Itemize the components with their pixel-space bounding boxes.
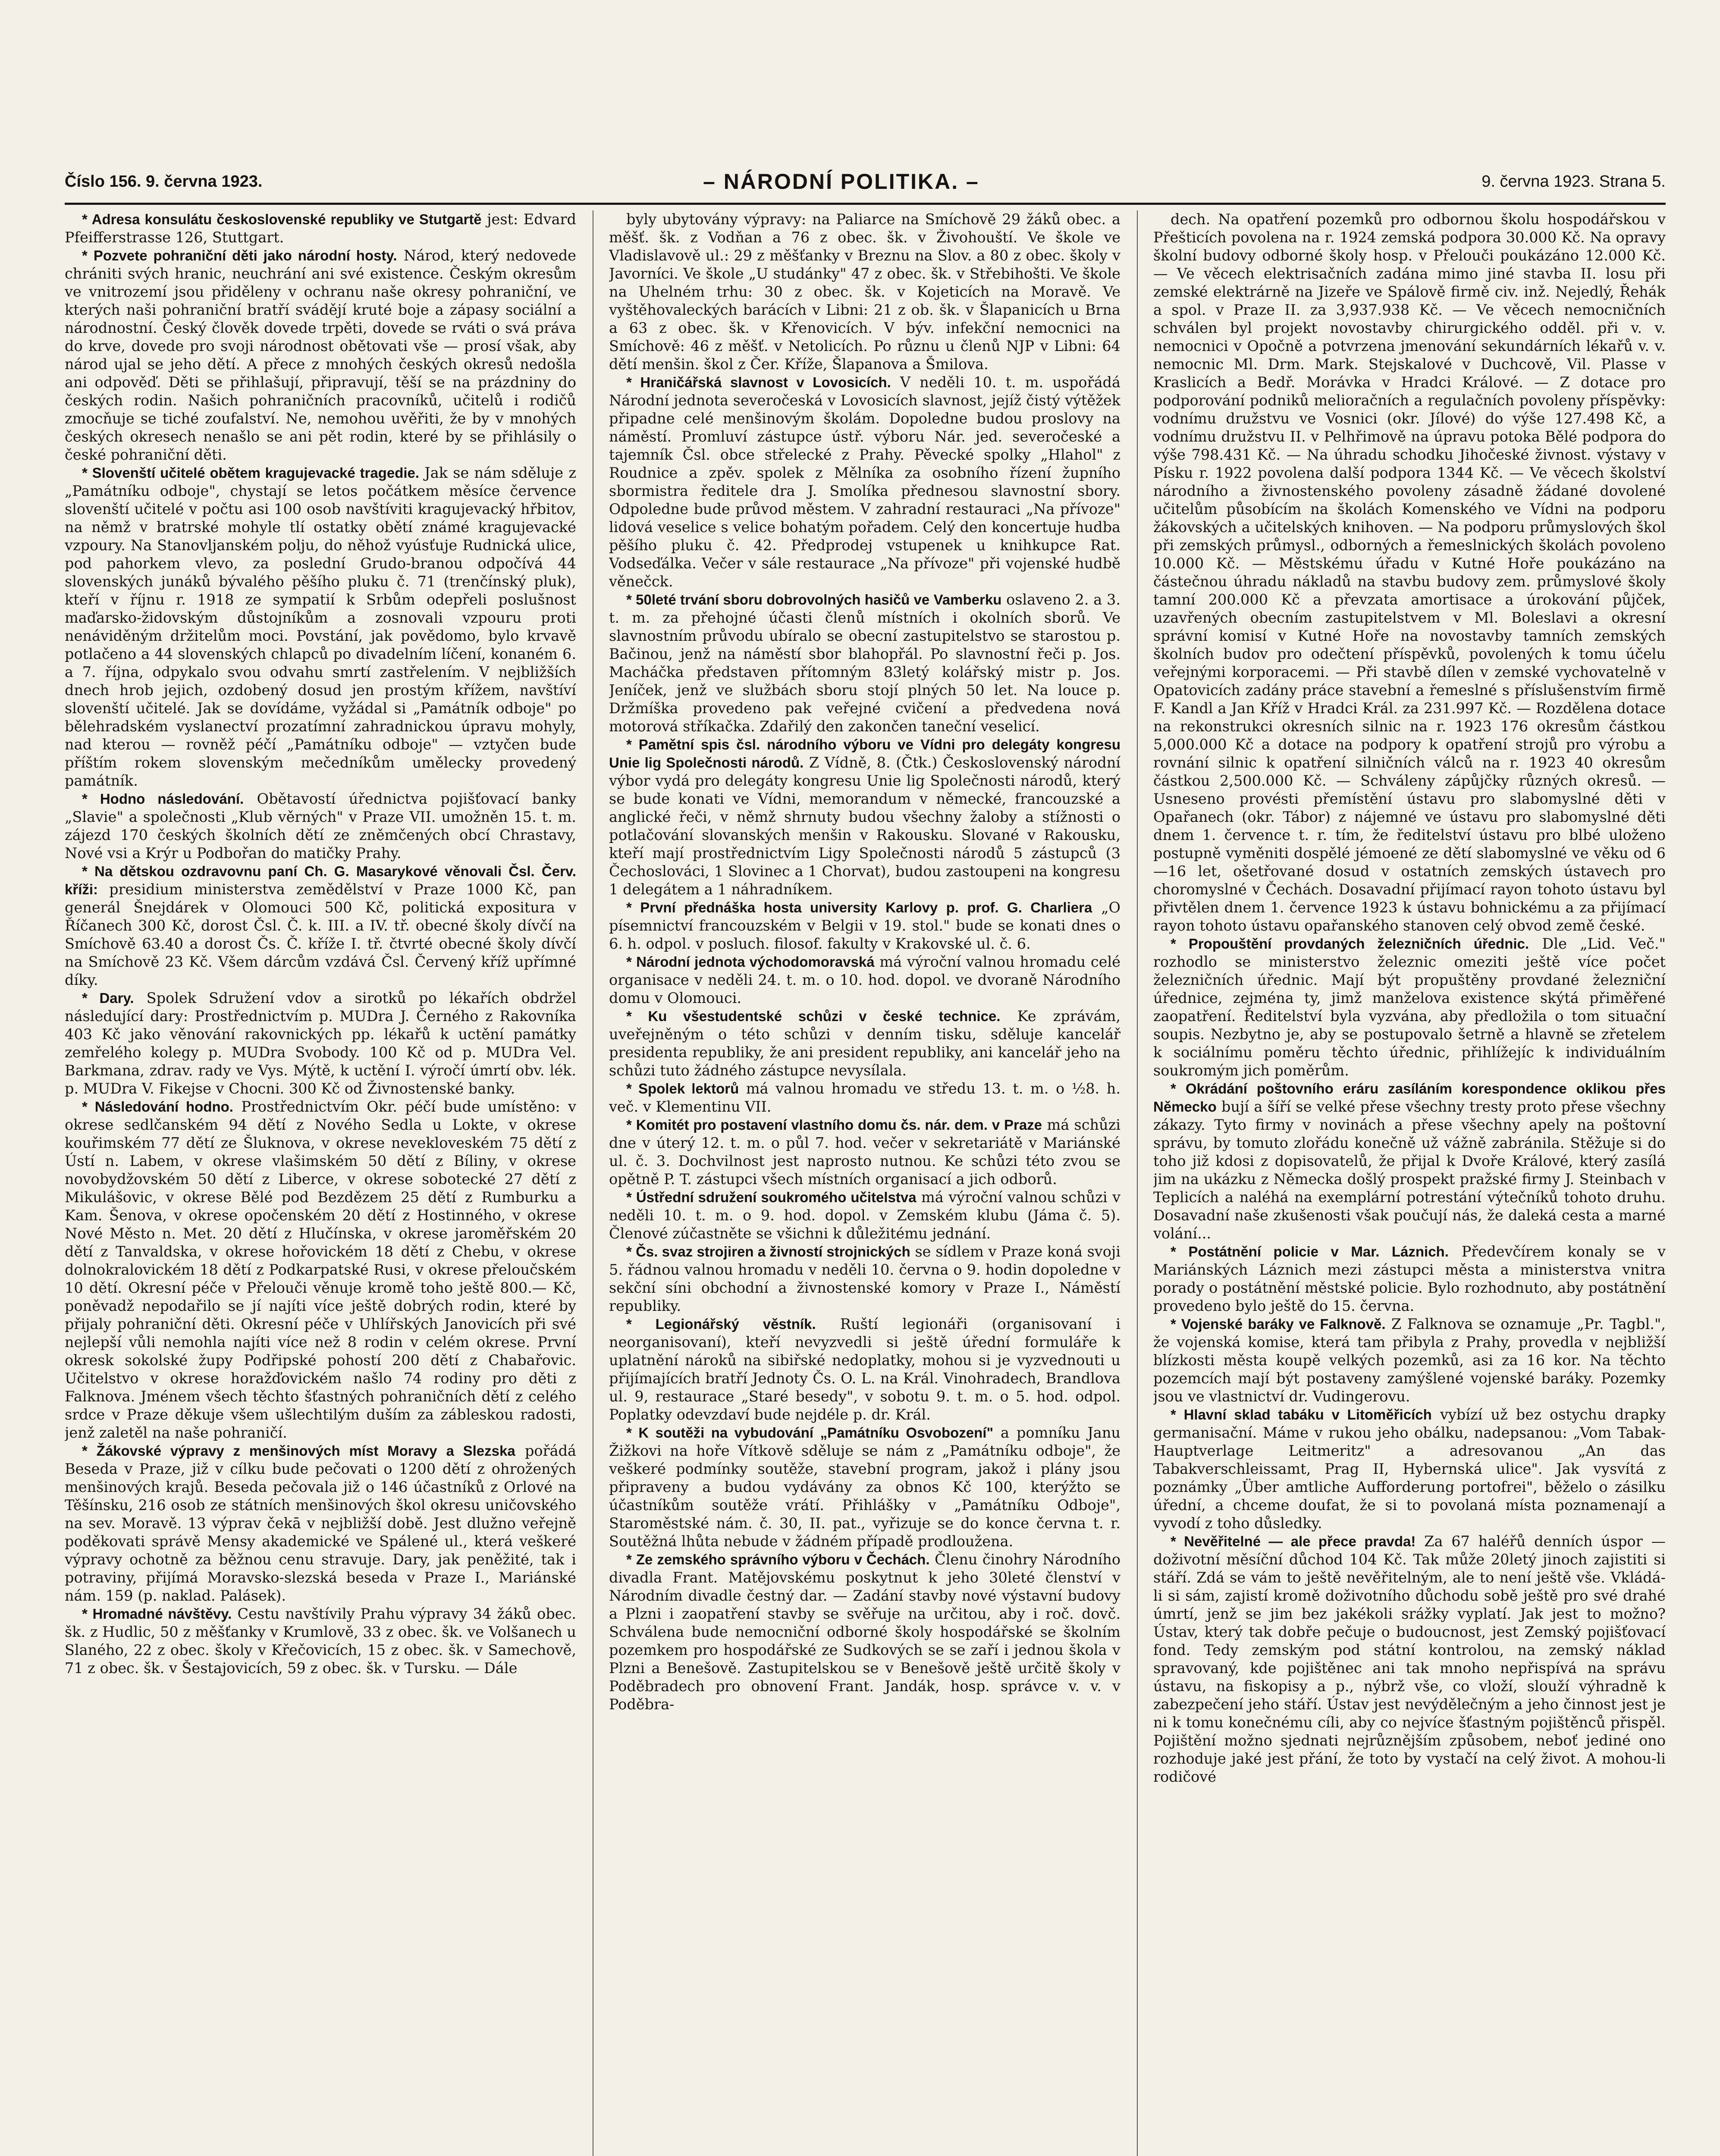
article-text: Předevčírem konaly se v Mariánských Láznich mezi zástupci města a ministerstva vnitra porady o postátnění městské policie. Bylo rozhodnuto, aby postátnění provedeno bylo ještě do 15. června. xyxy=(1153,1243,1666,1314)
article-paragraph xyxy=(65,1098,576,1442)
header-rule xyxy=(65,203,1666,205)
article-paragraph xyxy=(1153,1406,1666,1532)
article-paragraph xyxy=(1153,1243,1666,1315)
masthead-title: – NÁRODNÍ POLITIKA. – xyxy=(703,169,979,194)
article-text: Prostřednictvím Okr. péčí bude umístěno: v okrese sedlčanském 94 dětí z Nového Sedla u Lokte, v okrese kouřimském 77 dětí ze Šluknova, v okrese nevekloveském 75 dětí z Ústí n. Labem, v okrese vlašimském 50 dětí z Bíliny, v okrese novobydžovském 50 dětí z Liberce, v okrese sobotecké 27 dětí z Mikulášovic, v okrese Bělé pod Bezdězem 25 dětí z Rumburku a Kam. Šenova, v okrese opočenském 20 dětí z Hostinného, v okrese Nové Město n. Met. 20 dětí z Hlučínska, v okrese jaroměřském 20 dětí z Tanvaldska, v okrese hořovickém 18 dětí z Chebu, v okrese dolnokralovickém 18 dětí z Podkarpatské Rusi, v okrese přeloučském 10 dětí. Okresní péče v Přelouči věnuje kromě toho ještě 800.— Kč, poněvadž nepodařilo se jí najíti více ještě dobrých rodin, které by přijaly pohraniční děti. Okresní péče v Uhlířských Janovicích při své nejlepší vůli nemohla najíti více než 8 rodin v celém okrese. První okresk sokolské župy Podřipské pohostí 200 dětí z Chabařovic. Učitelstvo v okrese horažďovickém našlo 74 rodiny pro děti z Falknova. Jménem všech těchto šťastných pohraničních dětí z celého srdce v Praze děkuje všem ušlechtilým duším za zábleskou radosti, jenž zaletěl na naše pohraničí. xyxy=(65,1098,576,1441)
article-heading: * Dary. xyxy=(82,990,134,1006)
article-text: a pomníku Janu Žižkovi na hoře Vítkově sděluje se nám z „Památníku odboje", že veškeré podmínky soutěže, stavební program, jakož i plány jsou připraveny a budou vydávány za obnos Kč 100, kterýžto se účastníkům soutěže vrátí. Přihlášky v „Památníku Odboje", Staroměstské nám. č. 30, II. pat., vyřizuje se do konce června t. r. Soutěžná lhůta nebude v žádném případě prodloužena. xyxy=(609,1424,1121,1550)
article-text: jest: Edvard Pfeifferstrasse 126, Stuttgart. xyxy=(65,211,576,246)
article-heading: * Čs. svaz strojiren a živností strojnických xyxy=(626,1244,910,1260)
article-heading: * První přednáška hosta university Karlovy p. prof. G. Charliera xyxy=(626,899,1092,915)
article-heading: * Nevěřitelné — ale přece pravda! xyxy=(1171,1533,1416,1549)
article-text: Obětavostí úřednictva pojišťovací banky „Slavie" a společnosti „Klub věrných" v Praze VII. umožněn 15. t. m. zájezd 170 českých školních dětí ze zněmčených obcí Chrastavy, Nové vsi a Krýr u Podbořan do matičky Prahy. xyxy=(65,790,576,862)
article-heading: * Pozvete pohraniční děti jako národní hosty. xyxy=(82,248,397,263)
column-1 xyxy=(65,210,576,2156)
article-text: se sídlem v Praze koná svoji 5. řádnou valnou hromadu v neděli 10. června o 9. hodin dopoledne v sekční síni obchodní a živnostenské komory v Praze I., Náměstí republiky. xyxy=(609,1243,1121,1314)
article-heading: * Ze zemského správního výboru v Čechách. xyxy=(626,1551,930,1567)
article-heading: * Následování hodno. xyxy=(82,1099,233,1115)
article-text: dech. Na opatření pozemků pro odbornou školu hospodářskou v Přešticích povolena na r. 1924 zemská podpora 30.000 Kč. Na opravy školní budovy odborné školy hosp. v Přelouči poukázáno 12.000 Kč. — Ve věcech elektrisačních zadána mimo jiné stavba II. losu při zemské elektrárně na Jizeře ve Spálově firmě civ. inž. Nejedlý, Řehák a spol. v Praze II. za 3,937.938 Kč. — Ve věcech nemocničních schválen byl projekt novostavby chirurgického odděl. při v. v. nemocnici v Opočně a potvrzena jmenování sekundárních lékařů v. v. nemocnic Ml. Drm. Mark. Stejskalové v Duchcově, Vil. Plasse v Kraslicích a Bedř. Morávka v Hradci Králové. — Z dotace pro podporování podniků melioračních a regulačních povoleny příspěvky: vodnímu družstvu ve Vosnici (okr. Jílové) do výše 127.498 Kč, a vodnímu družstvu II. v Pelhřimově na úpravu potoka Bělé podpora do výše 798.431 Kč. — Na úhradu schodku Jihočeské živnost. výstavy v Písku r. 1922 povolena další podpora 1344 Kč. — Ve věcech školství národního a živnostenského povoleny zásadně žádané dovolené učitelům působícím na školách Komenského ve Vídni na podporu žákovských a učitelských knihoven. — Na podporu průmyslových škol při zemských průmysl., odborných a řemeslnických školách povoleno 10.000 Kč. — Městskému úřadu v Kutné Hoře poukázáno na částečnou úhradu nákladů na stavbu budovy zem. průmyslové školy tamní 200.000 Kč a převzata amortisace a úrokování půjček, uzavřených obecním zastupitelstvem v Ml. Boleslavi a okresní správní komisí v Kutné Hoře na novostavby tamních zemských školních budov pro odečtení příspěvků, povolených k tomu účelu veřejnými korporacemi. — Při stavbě dílen v zemské vychovatelně v Opatovicích zadány práce stavební a řemeslné s příslušenstvím firmě F. Kandl a Jan Kříž v Hradci Král. za 231.997 Kč. — Rozdělena dotace na rekonstrukci okresních silnic na r. 1923 176 okresům částkou 5,000.000 Kč a dotace na podpory k opatření strojů pro výrobu a rovnání silnic k opatření silničních válců na r. 1923 40 okresům částkou 2,500.000 Kč. — Schváleny zápůjčky různých okresů. — Usneseno provésti přemístění ústavu pro slabomyslné děti v Opařanech (okr. Tábor) z nájemné ve ústavu pro slabomyslné děti dnem 1. července t. r. tím, že ředitelství ústavu pro blbé uloženo postupně vyměniti dospělé jémoené ze dětí slabomyslné ve věku od 6—16 let, ošetřované dosud v ostatních zemských ústavech pro choromyslné v Čechách. Dosavadní přijímací rayon tohoto ústavu byl přivtělen dnem 1. července 1923 k ústavu bohnickému a za přijímací rayon tohoto ústavu opařanského stanoven celý obvod země české. xyxy=(1153,211,1666,934)
article-paragraph xyxy=(1153,1532,1666,1786)
article-heading: * Vojenské baráky ve Falknově. xyxy=(1171,1316,1386,1332)
article-heading: * Hraničářská slavnost v Lovosicích. xyxy=(626,374,891,390)
article-paragraph xyxy=(1153,1080,1666,1243)
article-text: Jak se nám sděluje z „Památníku odboje", chystají se letos počátkem měsíce července slovenští učitelé v počtu asi 100 osob navštíviti kragujevacký hřbitov, na němž v bratrské mohyle tlí ostatky obětí známé kragujevacké vzpoury. Na Stanovljanském polju, do něhož vyúsťuje Rudnická ulice, pod pahorkem vlevo, za poslední Grudo-branou odpočívá 44 slovenských junáků bývalého pěšího pluku č. 71 (trenčínský pluk), kteří v říjnu r. 1918 ze sympatií k Srbům odepřeli poslušnost maďarsko-židovským důstojníkům a zosnovali vzpouru proti nenáviděným držitelům moci. Povstání, jak povědomo, bylo krvavě potlačeno a 44 slovenských chlapců po divadelním líčení, konaném 6. a 7. října, odpykalo svou odvahu smrtí zastřelením. V nejbližších dnech hrob jejich, ozdobený dosud jen prostým křížem, navštíví slovenští učitelé. Jak se dovídáme, vyžádal si „Památník odboje" po bělehradském vyslanectví prozatímní zahradnickou úpravu mohyly, nad kterou — rovněž péčí „Památníku odboje" — vztyčen bude příštím rokem slovenským mečedníkům umělecky provedený památník. xyxy=(65,464,576,789)
article-text: Cestu navštívily Prahu výpravy 34 žáků obec. šk. z Hudlic, 50 z měšťanky v Krumlově, 33 z obec. šk. ve Volšanech u Slaného, 22 z obec. školy v Křečovicích, 15 z obec. šk. v Samechově, 71 z obec. šk. v Šestajovicích, 59 z obec. šk. v Tursku. — Dále xyxy=(65,1605,576,1677)
article-text: má výroční valnou hromadu celé organisace v neděli 24. t. m. o 10. hod. dopol. ve dvoraně Národního domu v Olomouci. xyxy=(609,953,1121,1006)
article-paragraph xyxy=(65,247,576,464)
article-text: pořádá Beseda v Praze, již v cílku bude pečovati o 1200 dětí z ohrožených menšinových krajů. Beseda pečovala již o 146 účastníků z Orlové na Těšínsku, 216 osob ze státních menšinových škol okresu uničovského na sev. Moravě. 13 výprav čekā v nejbližší době. Jest dlužno veřejně poděkovati správě Mensy akademické ve Spálené ul., která veškeré výpravy ochotně za běžnou cenu stravuje. Dary, jak peněžité, tak i potraviny, přijímá Moravsko-slezská beseda v Praze I., Mariánské nám. 159 (p. naklad. Palásek). xyxy=(65,1442,576,1604)
article-heading: * Propouštění provdaných železničních úřednic. xyxy=(1171,936,1529,952)
article-heading: * Spolek lektorů xyxy=(626,1081,739,1097)
article-text: má výroční valnou schůzi v neděli 10. t. m. o 9. hod. dopol. v Zemském klubu (Jáma č. 5). Členové zúčastněte se všichni k důležitému jednání. xyxy=(609,1189,1121,1242)
article-paragraph xyxy=(609,953,1121,1007)
page-header xyxy=(65,169,1666,198)
article-paragraph xyxy=(1153,935,1666,1080)
article-text: Národ, který nedovede chrániti svých hranic, neuchrání ani své existence. Českým okresům ve vnitrozemí jsou přiděleny v ochranu naše okresy pohraniční, ve kterých naši pohraniční bratří svádějí kruté boje a zápasy sociální a národnostní. Český člověk dovede trpěti, dovede se rváti o svá práva do krve, dovede pro svoji národnost obětovati vše — prosí však, aby národ ujal se jeho dětí. A přece z mnohých českých okresů nedošla ani odpověď. Děti se přihlašují, připravují, těší se na prázdniny do českých rodin. Našich pohraničních pracovníků, učitelů i rodičů zmocňuje se tiché zoufalství. Ne, nemohou uvěřiti, že by v mnohých českých okresech nenašlo se ani pět rodin, které by se přihlásily o české pohraniční děti. xyxy=(65,247,576,463)
article-paragraph xyxy=(65,790,576,862)
article-paragraph xyxy=(1153,210,1666,935)
article-heading: * Hodno následování. xyxy=(82,791,244,807)
column-3 xyxy=(1153,210,1666,2156)
article-paragraph xyxy=(609,373,1121,591)
article-paragraph xyxy=(65,862,576,989)
column-2 xyxy=(609,210,1121,2156)
article-heading: * Hromadné návštěvy. xyxy=(82,1606,232,1622)
article-paragraph xyxy=(609,1007,1121,1080)
article-paragraph xyxy=(609,210,1121,373)
article-text: Členu činohry Národního divadla Frant. Matějovskému poskytnut k jeho 30leté členství v Národním divadle čestný dar. — Zadání stavby nové výstavní budovy a Plzni i zaopatření stavby se svěřuje na určitou, aby i roč. dovč. Schválena bude nemocniční odborné školy hospodářské se školním pozemkem pro hospodářské ze Sudkových se se zaří i jednou škola v Plzni a Benešově. Zastupitelskou se v Benešově ještě určitě školy v Poděbradech pro obnovení Frant. Jandák, hosp. správce v. v. v Poděbra- xyxy=(609,1551,1121,1713)
article-heading: * 50leté trvání sboru dobrovolných hasičů ve Vamberku xyxy=(626,592,1001,608)
article-paragraph xyxy=(609,1551,1121,1714)
article-paragraph xyxy=(609,1315,1121,1424)
article-text: Z Vídně, 8. (Čtk.) Československý národní výbor vydá pro delegáty kongresu Unie lig Společnosti národů, který se bude konati ve Vídni, memorandum v německé, francouzské a anglické řeči, v němž shrnuty budou všechny žaloby a stížnosti o potlačování slovanských menšin v Rakousku. Slované v Rakousku, kteří mají prostřednictvím Ligy Společnosti národů 5 zástupců (3 Čechoslováci, 1 Slovinec a 1 Chorvat), budou zastoupeni na kongresu 1 delegátem a 1 náhradníkem. xyxy=(609,754,1121,898)
article-heading: * Na dětskou ozdravovnu paní Ch. G. Masarykové věnovali Čsl. Červ. kříži: xyxy=(65,863,576,897)
page-number-date: 9. června 1923. Strana 5. xyxy=(1481,172,1666,191)
article-paragraph xyxy=(65,1442,576,1605)
article-heading: * Ku všestudentské schůzi v české technice. xyxy=(626,1008,1001,1024)
article-heading: * Národní jednota východomoravská xyxy=(626,954,875,970)
article-text: vybízí už bez ostychu drapky germanisační. Máme v rukou jeho obálku, nadepsanou: „Vom Tabak-Hauptverlage Leitmeritz" a adresovanou „An das Tabakverschleissamt, Prag II, Hybernská ulice". Jak vysvítá z poznámky „Über amtliche Aufforderung portofrei", běželo o zásilku úřední, a chceme doufat, že si to povolaná místa poznamenají a vyvodí z toho důsledky. xyxy=(1153,1406,1666,1532)
article-text: má schůzi dne v úterý 12. t. m. o půl 7. hod. večer v sekretariátě v Mariánské ul. č. 3. Dochvilnost jest naprosto nutnou. Ke schůzi této zvou se opětně P. T. zástupci všech místních organisací a jich odborů. xyxy=(609,1116,1121,1188)
article-text: oslaveno 2. a 3. t. m. za přehojné účasti členů místních i okolních sborů. Ve slavnostním průvodu ubíralo se obecní zastupitelstvo se starostou p. Bačinou, jenž na náměstí sbor blahopřál. Po slavnostní řeči p. Jos. Macháčka představen přítomným 83letý kolářský mistr p. Jos. Jeníček, jenž ve službách sboru stojí plných 50 let. Na louce p. Držmíška provedeno pak veřejné cvičení a předvedena nová motorová stříkačka. Zdařilý den zakončen taneční veselicí. xyxy=(609,591,1121,735)
article-heading: * Pamětní spis čsl. národního výboru ve Vídni pro delegáty kongresu Unie lig Společnosti národů. xyxy=(609,736,1121,771)
article-heading: * Hlavní sklad tabáku v Litoměřicích xyxy=(1171,1407,1432,1423)
column-divider xyxy=(1137,210,1138,2156)
article-text: byly ubytovány výpravy: na Paliarce na Smíchově 29 žáků obec. a měšť. šk. z Vodňan a 76 z obec. šk. v Živohouští. Ve škole ve Vladislavově ul.: 29 z měšťanky v Breznu na Slov. a 80 z obec. školy v Javorníci. Ve škole „U studánky" 47 z obec. šk. v Střebihošti. Ve škole na Uhelném trhu: 30 z obec. šk. v Kojeticích na Moravě. Ve vyštěhovaleckých barácích v Libni: 21 z ob. šk. v Šlapanicích u Brna a 63 z obec. šk. v Křenovicích. V býv. infekční nemocnici na Smíchově: 46 z měšť. v Netolicích. Po různu u členů NJP v Libni: 64 dětí menšin. škol z Čer. Kříže, Šlapanova a Šmilova. xyxy=(609,211,1121,373)
article-paragraph xyxy=(609,1188,1121,1243)
article-text: presidium ministerstva zemědělství v Praze 1000 Kč, pan generál Šnejdárek v Olomouci 500 Kč, politická expositura v Říčanech 300 Kč, dorost Čsl. Č. k. III. a IV. tř. obecné školy dívčí na Smíchově 63.40 a dorost Čs. Č. kříže I. tř. čtvrté obecné školy dívčí na Smíchově 23 Kč. Všem dárcům vzdává Čsl. Červený kříž upřímné díky. xyxy=(65,881,576,988)
article-text: Spolek Sdružení vdov a sirotků po lékařích obdržel následující dary: Prostřednictvím p. MUDra J. Černého z Rakovníka 403 Kč jako věnování rakovnických pp. lékařů k uctění památky zemřelého kolegy p. MUDra Svobody. 100 Kč od p. MUDra Vel. Barkmana, zdrav. rady ve Vys. Mýtě, k uctění I. výročí úmrtí obv. lék. p. MUDra V. Fikejse v Chocni. 300 Kč od Živnostenské banky. xyxy=(65,990,576,1097)
article-text: Za 67 haléřů denních úspor — doživotní měsíční důchod 104 Kč. Tak může 20letý jinoch zajistiti si stáří. Zdá se vám to ještě nevěřitelným, ale to není ještě vše. Vkládá-li si sám, zajistí kromě doživotního důchodu sobě ještě pro své drahé úmrtí, jenž se jim bez jakékoli srážky vyplatí. Jak jest to možno? Ústav, který tak dobře pečuje o budoucnost, jest Zemský pojišťovací fond. Tedy zemským pod státní kontrolou, na zemský náklad spravovaný, kde pojištěnec ani tak mnoho nepřispívá na správu ústavu, na fiskopisy a p., nýbrž vše, co vloží, slouží výhradně k zabezpečení jeho stáří. Ústav jest nevýdělečným a jeho činnost jest je ni k tomu konečnému cíli, aby co nejvíce šťastným pojištěnců přispěl. Pojištění možno sjednati nejrůznějším způsobem, neboť jediné ono rozhoduje jaké jest přání, že toto by vystačí na celý život. A mohou-li rodičové xyxy=(1153,1533,1666,1785)
article-text: Ke zprávám, uveřejněným o této schůzi v denním tisku, sděluje kancelář presidenta republiky, že ani president republiky, ani kancelář jeho na schůzi tuto žádného zástupce nevysílala. xyxy=(609,1008,1121,1079)
article-paragraph xyxy=(65,464,576,790)
article-paragraph xyxy=(609,1243,1121,1315)
article-text: Ruští legionáři (organisovaní i neorganisovaní), kteří nevyzvedli si ještě úřední formuláře k uplatnění nároků na sibiřské nedoplatky, mohou si je vyzvednouti u přijímajících bratří Jednoty Čs. O. L. na Král. Vinohradech, Brandlova ul. 9, restaurace „Staré besedy", v sobotu 9. t. m. o 5. hod. odpol. Poplatky odevzdaví bude nejdéle p. dr. Král. xyxy=(609,1316,1121,1423)
article-paragraph xyxy=(609,899,1121,953)
issue-number-date: Číslo 156. 9. června 1923. xyxy=(65,172,263,191)
article-heading: * Okrádání poštovního eráru zasíláním korespondence oklikou přes Německo xyxy=(1153,1081,1666,1115)
article-paragraph xyxy=(609,1424,1121,1551)
article-heading: * Legionářský věstník. xyxy=(626,1316,816,1332)
article-paragraph xyxy=(609,736,1121,899)
article-columns xyxy=(65,210,1666,2156)
article-text: „O písemnictví francouzském v Belgii v 19. stol." bude se konati dnes o 6. h. odpol. v posluch. filosof. fakulty v Krakovské ul. č. 6. xyxy=(609,899,1121,952)
article-heading: * Ústřední sdružení soukromého učitelstva xyxy=(626,1189,916,1205)
article-heading: * Žákovské výpravy z menšinových míst Moravy a Slezska xyxy=(82,1443,515,1459)
article-heading: * K soutěži na vybudování „Památníku Osvobození" xyxy=(626,1425,993,1441)
article-text: V neděli 10. t. m. uspořádá Národní jednota severočeská v Lovosicích slavnost, jejíž čistý výtěžek připadne celé menšinovým školám. Dopoledne budou proslovy na náměstí. Promluví zástupce ústř. výboru Nár. jed. severočeské a tajemník Čsl. obce střelecké z Prahy. Pěvecké spolky „Hlahol" z Roudnice a zpěv. spolek z Mělníka za osobního řízení župního sbormistra ředitele dra J. Smolíka přednesou slavnostní sbory. Odpoledne bude průvod městem. V zahradní restauraci „Na přívoze" lidová veselice s velice bohatým pořadem. Celý den koncertuje hudba pěšího pluku č. 42. Předprodej vstupenek u knihkupce Rat. Vodseďálka. Večer v sále restaurace „Na přívoze" při vojenské hudbě věnečck. xyxy=(609,374,1121,590)
article-paragraph xyxy=(65,210,576,247)
article-text: Z Falknova se oznamuje „Pr. Tagbl.", že vojenská komise, která tam přibyla z Prahy, provedla v nejbližší blízkosti města koupě velkých pozemků, asi za 16 kor. Na těchto pozemcích mají být postaveny zamýšlené vojenské baráky. Pozemky jsou ve vlastnictví dr. Vudingerovu. xyxy=(1153,1316,1666,1405)
article-text: bují a šíří se velké přese všechny tresty proto přese všechny zákazy. Tyto firmy v novinách a přese všechny apely na poštovní správu, by tomuto zlořádu konečně už vážně zabránila. Stěžuje si do toho již kdosi z dopisovatelů, že přijal k Dvoře Králové, který zasílá jim na ukázku z Německa došlý prospekt pražské firmy J. Steinbach v Teplicích a naléhá na exemplární potrestání výtečníků tohoto druhu. Dosavadní naše zkušenosti však poučují nás, že daleká cesta a marné volání... xyxy=(1153,1098,1666,1242)
article-paragraph xyxy=(65,1605,576,1677)
article-paragraph xyxy=(609,1080,1121,1116)
article-paragraph xyxy=(1153,1315,1666,1406)
article-paragraph xyxy=(609,591,1121,736)
article-paragraph xyxy=(609,1116,1121,1188)
article-heading: * Komitét pro postavení vlastního domu čs. nár. dem. v Praze xyxy=(626,1117,1042,1133)
article-heading: * Postátnění policie v Mar. Láznich. xyxy=(1171,1244,1449,1260)
article-heading: * Slovenští učitelé obětem kragujevacké tragedie. xyxy=(82,465,419,481)
article-paragraph xyxy=(65,989,576,1098)
article-heading: * Adresa konsulátu československé republiky ve Stutgartě xyxy=(82,211,482,227)
article-text: má valnou hromadu ve středu 13. t. m. o ½8. h. več. v Klementinu VII. xyxy=(609,1080,1121,1115)
article-text: Dle „Lid. Več." rozhodlo se ministerstvo železnic omeziti ještě více počet železničních úřednic. Mají být propuštěny provdané železniční úřednice, zejména ty, jimž manželova existence skýtá přiměřené zaopatření. Ředitelství byla vyzvána, aby předložila o tom situační soupis. Nezbytno je, aby se postupovalo šetrně a hlavně se zřetelem k sociálnímu poměru těchto úřednic, přihlížejíc k individuálním soukromým jich poměrům. xyxy=(1153,935,1666,1079)
